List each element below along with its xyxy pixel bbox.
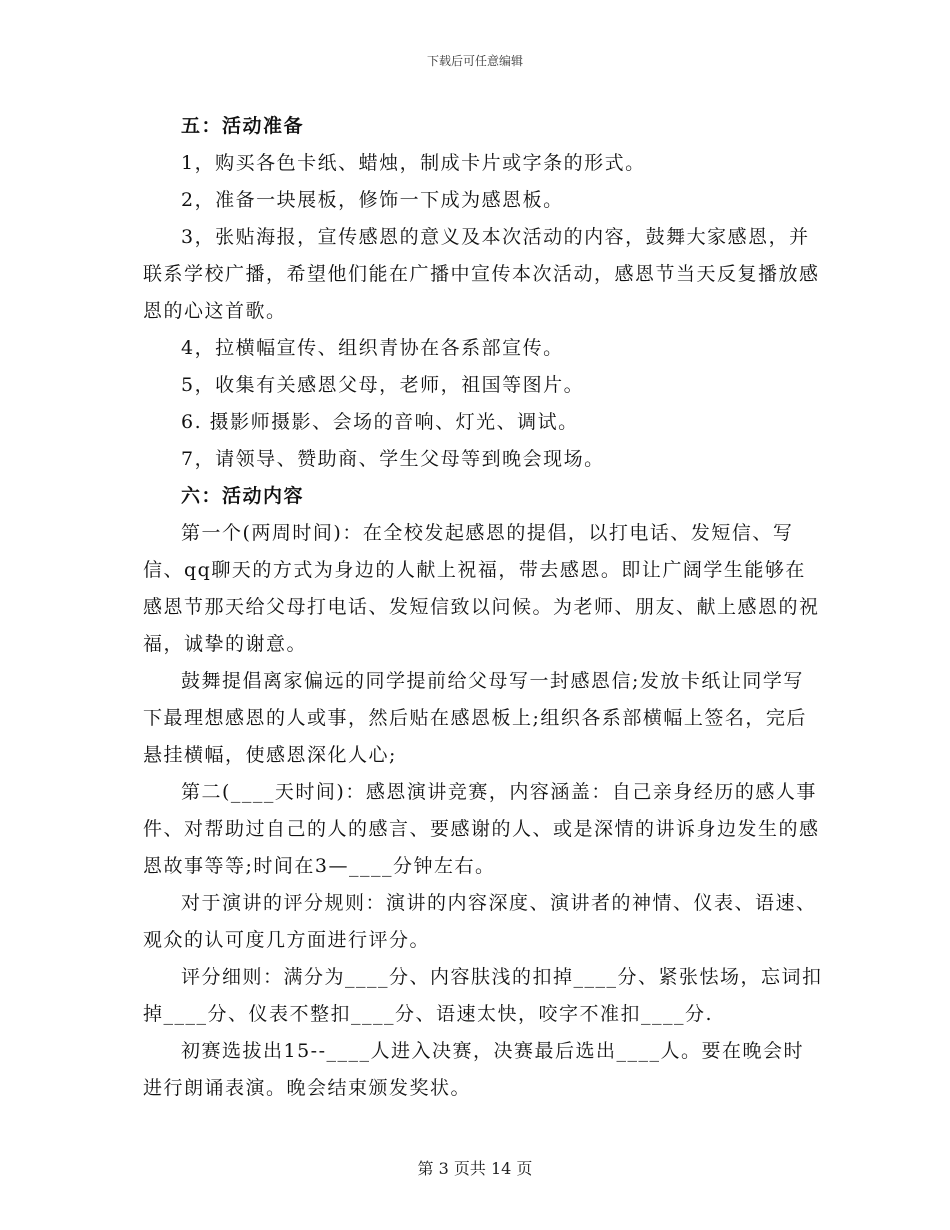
paragraph: 1，购买各色卡纸、蜡烛，制成卡片或字条的形式。 bbox=[181, 152, 646, 174]
section-activity-content bbox=[143, 478, 823, 1107]
paragraph: 第一个(两周时间)：在全校发起感恩的提倡，以打电话、发短信、写信、qq聊天的方式为身边的人献上祝福，带去感恩。即让广阔学生能够在感恩节那天给父母打电话、发短信致以问候。为老师、朋友、献上感恩的祝福，诚挚的谢意。 bbox=[143, 522, 820, 655]
paragraph: 初赛选拔出15--____人进入决赛，决赛最后选出____人。要在晚会时进行朗诵表演。晚会结束颁发奖状。 bbox=[143, 1040, 805, 1099]
page-header: 下载后可任意编辑 bbox=[426, 54, 523, 68]
page-footer: 第 3 页共 14 页 bbox=[417, 1159, 533, 1178]
paragraph: 对于演讲的评分规则：演讲的内容深度、演讲者的神情、仪表、语速、观众的认可度几方面进行评分。 bbox=[143, 892, 817, 951]
paragraph: 7，请领导、赞助商、学生父母等到晚会现场。 bbox=[181, 448, 605, 470]
paragraph: 3，张贴海报，宣传感恩的意义及本次活动的内容，鼓舞大家感恩，并联系学校广播，希望他们能在广播中宣传本次活动，感恩节当天反复播放感恩的心这首歌。 bbox=[143, 226, 820, 322]
section-activity-preparation bbox=[143, 108, 823, 478]
paragraph: 4，拉横幅宣传、组织青协在各系部宣传。 bbox=[181, 337, 564, 359]
paragraph: 6. 摄影师摄影、会场的音响、灯光、调试。 bbox=[181, 411, 579, 433]
paragraph: 评分细则：满分为____分、内容肤浅的扣掉____分、紧张怯场，忘词扣掉____分、仪表不整扣____分、语速太快，咬字不准扣____分. bbox=[143, 966, 823, 1025]
paragraph: 第二(____天时间)：感恩演讲竞赛，内容涵盖：自己亲身经历的感人事件、对帮助过自己的人的感言、要感谢的人、或是深情的讲诉身边发生的感恩故事等等;时间在3—____分钟左右。 bbox=[143, 781, 820, 877]
paragraph: 鼓舞提倡离家偏远的同学提前给父母写一封感恩信;发放卡纸让同学写下最理想感恩的人或事，然后贴在感恩板上;组织各系部横幅上签名，完后悬挂横幅，使感恩深化人心; bbox=[143, 670, 807, 766]
paragraph: 5，收集有关感恩父母，老师，祖国等图片。 bbox=[181, 374, 585, 396]
section-heading: 六：活动内容 bbox=[181, 485, 305, 507]
paragraph: 2，准备一块展板，修饰一下成为感恩板。 bbox=[181, 189, 564, 211]
document-body bbox=[143, 108, 823, 1107]
section-heading: 五：活动准备 bbox=[181, 115, 305, 137]
